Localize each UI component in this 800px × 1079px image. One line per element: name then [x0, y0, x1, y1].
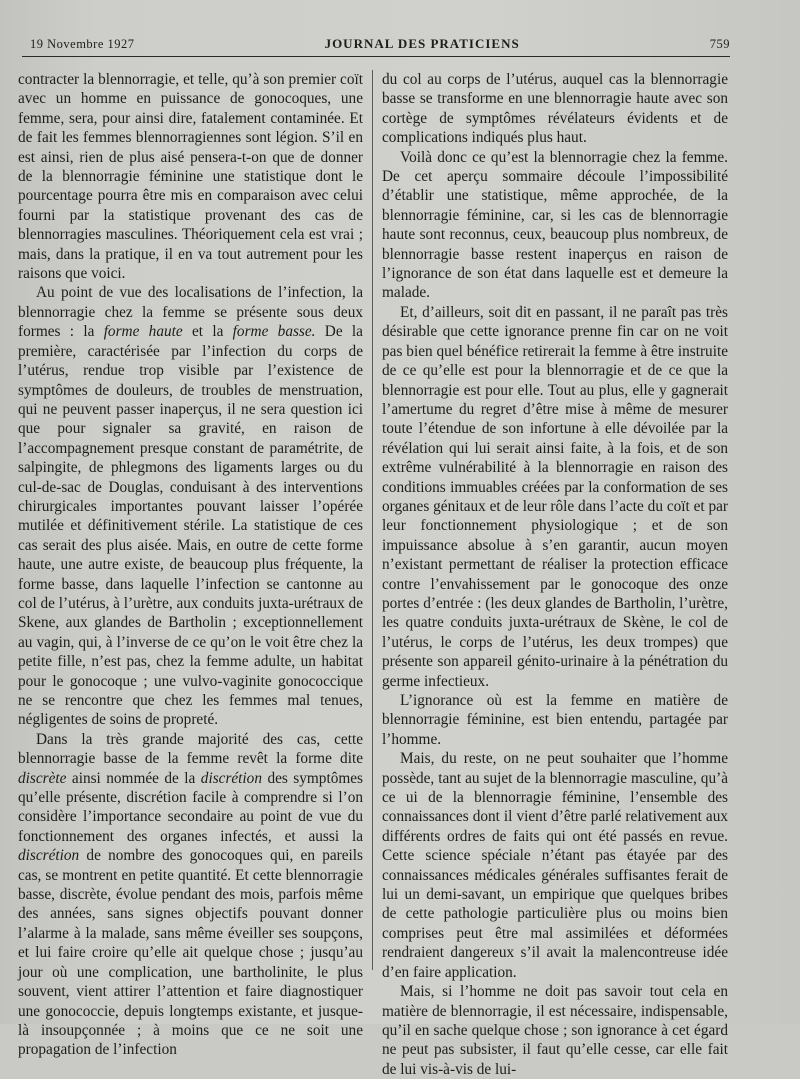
page-header	[30, 36, 730, 56]
italic-term: discrétion	[200, 769, 262, 787]
text-run: et la	[182, 323, 233, 341]
column-divider	[372, 70, 373, 970]
paragraph: L’ignorance où est la femme en matière de blennorragie féminine, est bien entendu, partagée par l’homme.	[382, 692, 728, 748]
left-column	[18, 70, 363, 1060]
text-run: De la première, caractérisée par l’infection du corps de l’utérus, rendue trop visible par l’existence de symptômes de douleurs, de troubles de menstruation, qui ne peuvent passer inaperçus, il ne sera question ici que pour signaler sa gravité, en raison de l’accompagnement presque constant de paramétrite, de salpingite, de phlegmons des ligaments larges ou du cul-de-sac de Douglas, conduisant à des interventions chirurgicales importantes pouvant laisser l’opérée mutilée et définitivement stérile. La statistique de ces cas serait des plus aisée. Mais, en outre de cette forme haute, une autre existe, de beaucoup plus fréquente, la forme basse, dans laquelle l’infection se cantonne au col de l’utérus, à l’urètre, aux conduits juxta-urétraux de Skene, aux glandes de Bartholin ; exceptionnellement au vagin, qui, à l’inverse de ce qu’on le voit être chez la petite fille, n’est pas, chez la femme adulte, un habitat pour le gonocoque ; une vulvo-vaginite gonococcique ne se rencontre que chez les femmes mal tenues, négligentes de soins de propreté.	[18, 323, 363, 729]
paragraph: Mais, si l’homme ne doit pas savoir tout cela en matière de blennorragie, il est nécessaire, indispensable, qu’il en sache quelque chose ; son ignorance à cet égard ne peut pas subsister, il faut qu’elle cesse, car elle fait de lui vis-à-vis de lui-	[382, 983, 728, 1078]
paragraph: du col au corps de l’utérus, auquel cas la blennorragie basse se transforme en une blennorragie haute avec son cortège de symptômes révélateurs évidents et de complications indiqués plus haut.	[382, 71, 728, 147]
italic-term: forme basse.	[232, 323, 316, 341]
paragraph: Voilà donc ce qu’est la blennorragie chez la femme. De cet aperçu sommaire découle l’impossibilité d’établir une statistique, même approchée, de la blennorragie féminine, car, si les cas de blennorragie haute sont reconnus, ceux, beaucoup plus nombreux, de blennorragie basse restent inaperçus en raison de l’ignorance de son état dans laquelle est et demeure la malade.	[382, 148, 728, 302]
paragraph: Mais, du reste, on ne peut souhaiter que l’homme possède, tant au sujet de la blennorragie masculine, qu’à ce ui de la blennorragie féminine, l’ensemble des connaissances dont il vient d’être parlé relativement aux différents ordres de faits qui ont été passés en revue. Cette science spéciale n’étant pas étayée par des connaissances médicales générales suffisantes ferait de lui un demi-savant, un empirique que quelques bribes de cette pathologie particulière plus ou moins bien comprises peut être mal assimilées et déformées rendraient dangereux s’il avait la malencontreuse idée d’en faire application.	[382, 750, 728, 981]
text-run: des symptômes qu’elle présente, discrétion facile à comprendre si l’on considère l’importance secondaire au point de vue du fonctionnement des organes infectés, et aussi la	[18, 769, 363, 845]
issue-date: 19 Novembre 1927	[30, 37, 135, 51]
paragraph: Et, d’ailleurs, soit dit en passant, il ne paraît pas très désirable que cette ignorance prenne fin car on ne voit pas bien quel bénéfice retirerait la femme à être instruite de ce qu’elle est pour la blennorragie et de ce que la blennorragie est pour elle. Tout au plus, elle y gagnerait l’amertume du regret d’être mise à même de mesurer toute l’étendue de son infortune à elle dévoilée par la révélation qui lui serait ainsi faite, à la fois, et de son extrême vulnérabilité à la blennorragie en raison des conditions immuables créées par la conformation de ses organes génitaux et de leur rôle dans l’acte du coït et par leur fonctionnement physiologique ; et de son impuissance absolue à s’en garantir, aucun moyen n’existant permettant de réaliser la protection efficace contre l’envahissement par le gonocoque des onze portes d’entrée : (les deux glandes de Bartholin, l’urètre, les quatre conduits juxta-urétraux de Skène, le col de l’utérus, le corps de l’utérus, les deux trompes) que présente son appareil génito-urinaire à la pénétration du germe infectieux.	[382, 303, 728, 690]
page-number: 759	[709, 37, 730, 51]
right-column	[382, 70, 728, 1079]
header-rule	[22, 56, 730, 57]
text-run: de nombre des gonocoques qui, en pareils cas, se montrent en petite quantité. Et cette blennorragie basse, discrète, évolue pendant des mois, parfois même des années, sans signes objectifs pouvant donner l’alarme à la malade, sans même éveiller ses soupçons, et lui faire croire qu’elle ait quelque chose ; jusqu’au jour où une complication, une bartholinite, le plus souvent, vient attirer l’attention et faire diagnostiquer une gonococcie, depuis longtemps existante, et jusque-là insoupçonnée ; à moins que ce ne soit une propagation de l’infection	[18, 847, 363, 1059]
paragraph: contracter la blennorragie, et telle, qu’à son premier coït avec un homme en puissance de gonocoques, une femme, sera, pour ainsi dire, fatalement contaminée. Et de fait les femmes blennorragiennes sont légion. S’il en est ainsi, rien de plus aisé pensera-t-on que de donner de la blennorragie féminine une statistique dont le pourcentage pourra être mis en comparaison avec celui fourni par la statistique provenant des cas de blennorragies masculines. Théoriquement cela est vrai ; mais, dans la pratique, il en va tout autrement pour les raisons que voici.	[18, 71, 363, 283]
text-run: ainsi nommée de la	[66, 769, 201, 787]
italic-term: discrétion	[18, 847, 80, 865]
italic-term: discrète	[18, 769, 67, 787]
paragraph	[18, 283, 363, 729]
text-run: Au point de vue des localisations de l’infection, la blennorragie chez la femme se présente sous deux formes : la	[18, 284, 363, 341]
text-run: Dans la très grande majorité des cas, cette blennorragie basse de la femme revêt la forme dite	[18, 730, 363, 768]
journal-title: JOURNAL DES PRATICIENS	[324, 36, 520, 51]
italic-term: forme haute	[103, 323, 183, 341]
paragraph	[18, 730, 363, 1060]
